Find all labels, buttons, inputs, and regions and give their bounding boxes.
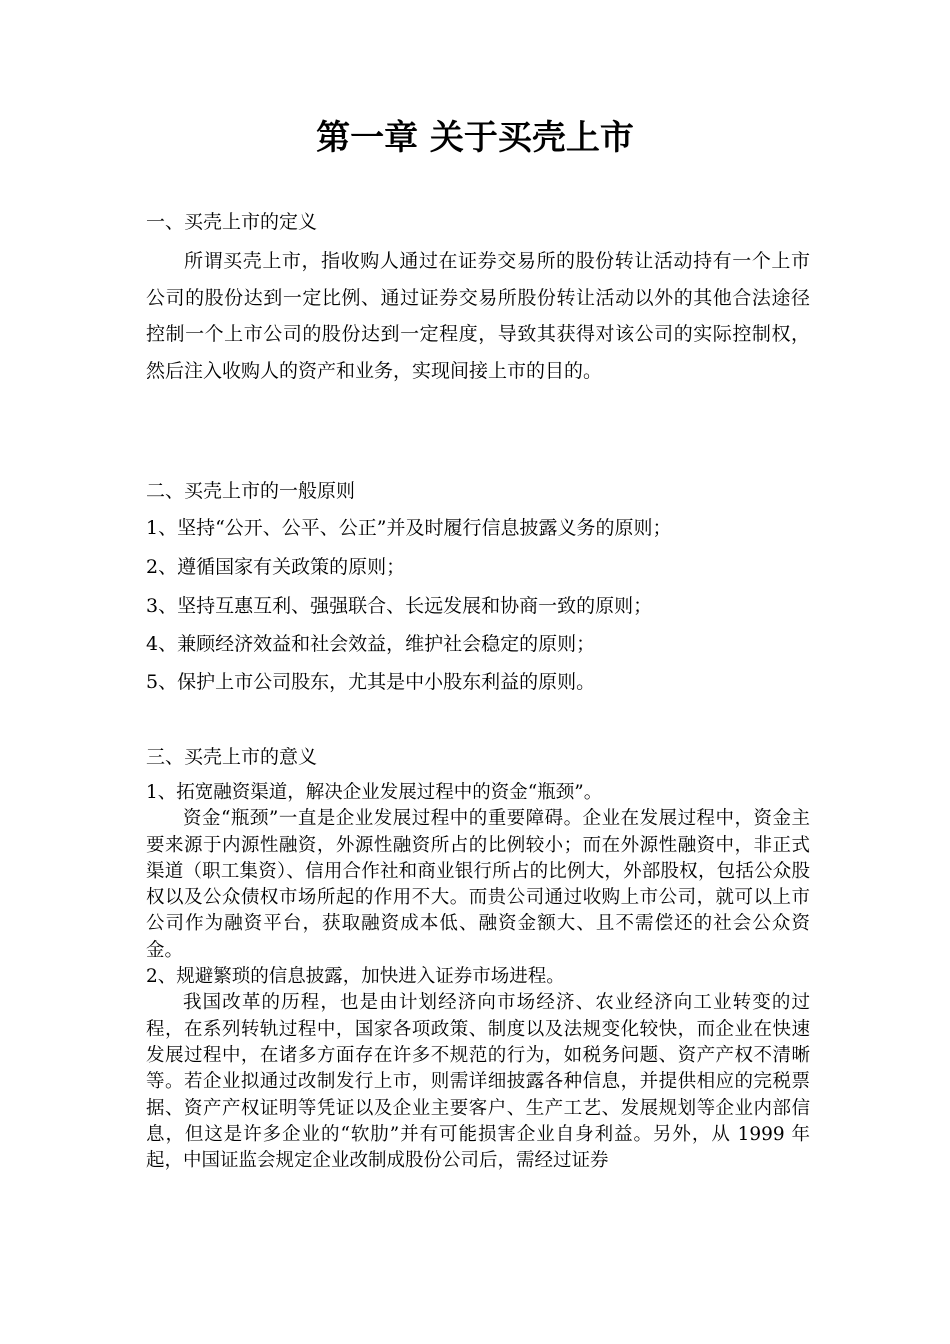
principle-item: 3、坚持互惠互利、强强联合、长远发展和协商一致的原则；	[146, 595, 653, 617]
section-heading-principles: 二、买壳上市的一般原则	[146, 480, 356, 502]
section-heading-definition: 一、买壳上市的定义	[146, 211, 318, 233]
significance-body	[146, 780, 810, 1174]
significance-point-text: 我国改革的历程，也是由计划经济向市场经济、农业经济向工业转变的过程，在系列转轨过程中，国家各项政策、制度以及法规变化较快，而企业在快速发展过程中，在诸多方面存在许多不规范的行为，如税务问题、资产产权不清晰等。若企业拟通过改制发行上市，则需详细披露各种信息，并提供相应的完税票据、资产产权证明等凭证以及企业主要客户、生产工艺、发展规划等企业内部信息，但这是许多企业的“软肋”并有可能损害企业自身利益。另外，从 1999 年起，中国证监会规定企业改制成股份公司后，需经过证券	[146, 992, 810, 1172]
significance-point-label: 1、拓宽融资渠道，解决企业发展过程中的资金“瓶颈”。	[146, 782, 603, 803]
principle-item: 5、保护上市公司股东，尤其是中小股东利益的原则。	[146, 671, 596, 693]
section-heading-significance: 三、买壳上市的意义	[146, 746, 318, 768]
principle-item: 1、坚持“公开、公平、公正”并及时履行信息披露义务的原则；	[146, 517, 672, 539]
significance-point-text: 资金“瓶颈”一直是企业发展过程中的重要障碍。企业在发展过程中，资金主要来源于内源性融资，外源性融资所占的比例较小；而在外源性融资中，非正式渠道（职工集资）、信用合作社和商业银行所占的比例大，外部股权，包括公众股权以及公众债权市场所起的作用不大。而贵公司通过收购上市公司，就可以上市公司作为融资平台，获取融资成本低、融资金额大、且不需偿还的社会公众资金。	[146, 808, 810, 961]
chapter-title: 第一章 关于买壳上市	[316, 118, 634, 158]
principle-item: 2、遵循国家有关政策的原则；	[146, 556, 406, 578]
definition-paragraph: 所谓买壳上市，指收购人通过在证券交易所的股份转让活动持有一个上市公司的股份达到一定比例、通过证券交易所股份转让活动以外的其他合法途径控制一个上市公司的股份达到一定程度，导致其获得对该公司的实际控制权，然后注入收购人的资产和业务，实现间接上市的目的。	[146, 250, 810, 382]
significance-point-label: 2、规避繁琐的信息披露，加快进入证券市场进程。	[146, 966, 565, 988]
principle-item: 4、兼顾经济效益和社会效益，维护社会稳定的原则；	[146, 633, 596, 655]
